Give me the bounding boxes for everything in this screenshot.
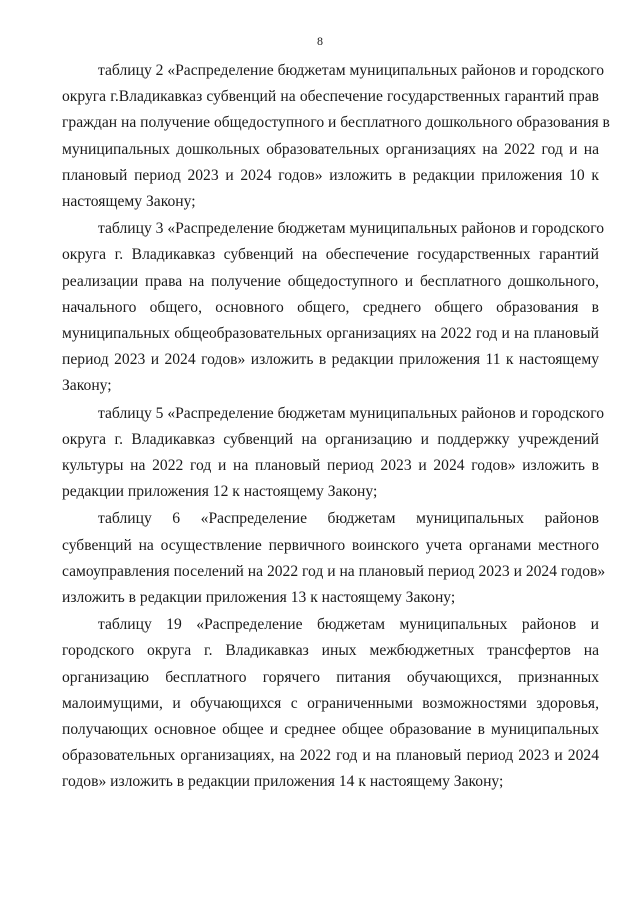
text-line: малоимущими, и обучающихся с ограниченными возможностями здоровья, — [62, 694, 599, 712]
text-line: муниципальных дошкольных образовательных организациях на 2022 год и на — [62, 140, 599, 158]
text-line: Закону; — [62, 377, 112, 395]
document-body — [62, 58, 610, 797]
text-line: муниципальных общеобразовательных организациях на 2022 год и на плановый — [62, 325, 599, 343]
text-line: таблицу 3 «Распределение бюджетам муниципальных районов и городского — [98, 220, 605, 238]
text-line: годов» изложить в редакции приложения 14 к настоящему Закону; — [62, 773, 504, 791]
page-number: 8 — [317, 34, 323, 48]
paragraph-table-5 — [62, 401, 605, 506]
text-line: культуры на 2022 год и на плановый период 2023 и 2024 годов» изложить в — [62, 457, 599, 475]
text-line: плановый период 2023 и 2024 годов» изложить в редакции приложения 10 к — [62, 166, 599, 184]
text-line: таблицу 19 «Распределение бюджетам муниципальных районов и — [98, 616, 599, 634]
text-line: получающих основное общее и среднее общее образование в муниципальных — [62, 721, 599, 739]
text-line: изложить в редакции приложения 13 к настоящему Закону; — [62, 589, 456, 607]
text-line: самоуправления поселений на 2022 год и на плановый период 2023 и 2024 годов» — [62, 562, 606, 580]
text-line: субвенций на осуществление первичного воинского учета органами местного — [62, 536, 599, 554]
text-line: округа г.Владикавказ субвенций на обеспечение государственных гарантий прав — [62, 88, 599, 106]
text-line: граждан на получение общедоступного и бесплатного дошкольного образования в — [62, 114, 610, 132]
text-line: начального общего, основного общего, среднего общего образования в — [62, 298, 599, 316]
paragraph-table-6 — [62, 506, 606, 611]
paragraph-table-3 — [62, 216, 605, 399]
text-line: настоящему Закону; — [62, 193, 196, 211]
text-line: округа г. Владикавказ субвенций на обеспечение государственных гарантий — [62, 246, 599, 264]
text-line: округа г. Владикавказ субвенций на организацию и поддержку учреждений — [62, 430, 599, 448]
text-line: городского округа г. Владикавказ иных межбюджетных трансфертов на — [62, 642, 599, 660]
paragraph-table-2 — [62, 58, 610, 215]
paragraph-table-19 — [62, 612, 599, 795]
text-line: организацию бесплатного горячего питания обучающихся, признанных — [62, 668, 599, 686]
text-line: таблицу 2 «Распределение бюджетам муниципальных районов и городского — [98, 62, 605, 79]
text-line: период 2023 и 2024 годов» изложить в редакции приложения 11 к настоящему — [62, 351, 599, 369]
text-line: реализации права на получение общедоступного и бесплатного дошкольного, — [62, 272, 599, 290]
text-line: таблицу 5 «Распределение бюджетам муниципальных районов и городского — [98, 404, 605, 422]
text-line: образовательных организациях, на 2022 год и на плановый период 2023 и 2024 — [62, 747, 599, 765]
text-line: редакции приложения 12 к настоящему Закону; — [62, 483, 378, 501]
text-line: таблицу 6 «Распределение бюджетам муниципальных районов — [98, 510, 599, 528]
